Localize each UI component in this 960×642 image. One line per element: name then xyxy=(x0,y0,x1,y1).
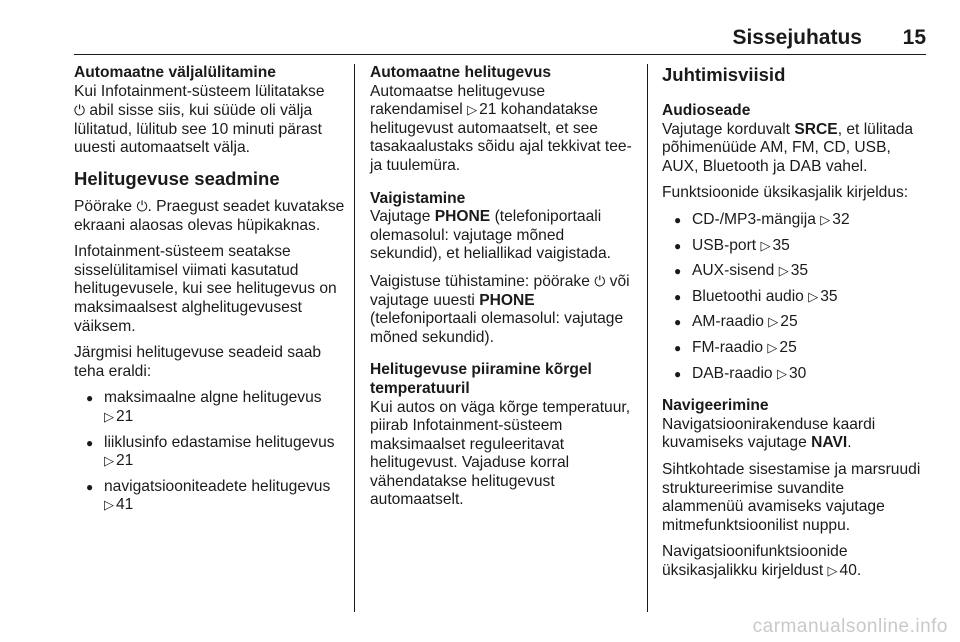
auto-volume-text-2: kohandatakse helitugevust automaatselt, et see tasakaalustaks sõidu ajal tekkivat tee- ja tuulemüra. xyxy=(370,101,632,174)
page-ref[interactable]: 35 xyxy=(820,287,838,305)
high-temp-text: Kui autos on väga kõrge temperatuur, piirab Infotainment-süsteem maksimaalset reguleeritavat helitugevust. Vajaduse korral vähendatakse helitugevust automaatselt. xyxy=(370,398,631,509)
navigation-text-2: . xyxy=(847,434,852,452)
ref-arrow-icon: ▷ xyxy=(104,453,114,469)
list-item xyxy=(662,365,928,384)
unmute-text-3: (telefoniportaali olemasolul: vajutage mõned sekundid). xyxy=(370,310,624,346)
page-ref[interactable]: 25 xyxy=(780,313,798,331)
list-item xyxy=(74,478,346,515)
audio-title: Audioseade xyxy=(662,102,751,119)
page-title: Sissejuhatus xyxy=(732,26,862,49)
list-item-text: AM-raadio xyxy=(692,313,764,331)
list-item xyxy=(74,434,346,471)
volume-p1-a: Pöörake xyxy=(74,197,133,215)
high-temp-section xyxy=(370,361,636,510)
mute-section xyxy=(370,190,636,264)
power-knob-icon: ⏻ xyxy=(594,272,606,289)
audio-section xyxy=(662,102,928,176)
list-item-text: AUX-sisend xyxy=(692,262,775,280)
header-rule xyxy=(74,54,926,55)
audio-text-1: Vajutage korduvalt xyxy=(662,120,791,138)
page-ref[interactable]: 25 xyxy=(779,338,797,356)
list-item xyxy=(74,389,346,426)
srce-key-label: SRCE xyxy=(794,120,838,138)
volume-p1-b: . Praegust seadet kuvatakse ekraani alaosas olevas hüpikaknas. xyxy=(74,197,345,234)
navigation-text-1: Navigatsioonirakenduse kaardi kuvamiseks vajutage xyxy=(662,415,876,452)
ref-arrow-icon: ▷ xyxy=(760,237,771,253)
auto-off-text-1: Kui Infotainment-süsteem lülitatakse xyxy=(74,82,325,100)
navigation-title: Navigeerimine xyxy=(662,397,769,415)
column-divider-1 xyxy=(354,64,355,612)
list-item-text: USB-port xyxy=(692,236,757,254)
unmute-section xyxy=(370,272,636,347)
page-ref[interactable]: 40. xyxy=(839,561,862,579)
page-ref[interactable]: 21 xyxy=(479,101,497,119)
high-temp-title: Helitugevuse piiramine kõrgel temperatuuril xyxy=(370,361,592,397)
ref-arrow-icon: ▷ xyxy=(104,497,114,513)
navi-key-label: NAVI xyxy=(811,434,848,452)
list-item xyxy=(662,262,928,281)
page-ref[interactable]: 21 xyxy=(116,452,134,470)
ref-arrow-icon: ▷ xyxy=(776,365,787,381)
list-item xyxy=(662,288,928,307)
list-item-text: FM-raadio xyxy=(692,338,764,356)
volume-settings-list xyxy=(74,389,346,515)
auto-off-section xyxy=(74,64,346,158)
volume-paragraph-3: Järgmisi helitugevuse seadeid saab teha eraldi: xyxy=(74,344,322,380)
list-item-text: CD-/MP3-mängija xyxy=(692,210,816,228)
power-knob-icon: ⏻ xyxy=(74,102,86,119)
page-number: 15 xyxy=(902,26,926,49)
auto-volume-title: Automaatne helitugevus xyxy=(370,64,552,81)
column-2 xyxy=(370,64,636,518)
page-ref[interactable]: 21 xyxy=(116,407,134,425)
list-item-text: DAB-raadio xyxy=(692,364,773,382)
phone-key-label: PHONE xyxy=(434,208,491,226)
ref-arrow-icon: ▷ xyxy=(467,102,478,118)
page-ref[interactable]: 35 xyxy=(790,262,809,280)
auto-off-title: Automaatne väljalülitamine xyxy=(74,64,276,81)
column-3 xyxy=(662,64,928,588)
page-header xyxy=(74,0,926,55)
ref-arrow-icon: ▷ xyxy=(808,288,819,304)
list-item-text: maksimaalne algne helitugevus xyxy=(104,389,322,407)
mute-title: Vaigistamine xyxy=(370,189,466,207)
list-item xyxy=(662,313,928,332)
operation-heading: Juhtimisviisid xyxy=(662,64,786,85)
mute-text-1: Vajutage xyxy=(370,208,431,226)
ref-arrow-icon: ▷ xyxy=(820,211,831,227)
page-ref[interactable]: 35 xyxy=(772,236,790,254)
volume-paragraph-1 xyxy=(74,197,346,235)
function-description: Funktsioonide üksikasjalik kirjeldus: xyxy=(662,184,909,202)
ref-arrow-icon: ▷ xyxy=(104,408,114,424)
navigation-section xyxy=(662,397,928,453)
ref-arrow-icon: ▷ xyxy=(827,562,838,578)
mute-text-2: (telefoniportaali olemasolul: vajutage mõned sekundid), et heliallikad vaigistada. xyxy=(370,208,611,263)
watermark: carmanualsonline.info xyxy=(752,616,948,637)
column-1 xyxy=(74,64,346,523)
page-ref[interactable]: 41 xyxy=(116,496,134,514)
auto-volume-text-1: Automaatse helitugevuse rakendamisel xyxy=(370,82,546,119)
list-item xyxy=(662,211,928,230)
audio-source-list xyxy=(662,211,928,383)
volume-paragraph-2: Infotainment-süsteem seatakse sisselülitamisel viimati kasutatud helitugevusele, kui see helitugevus on maksimaalsest alghelitugevusest väiksem. xyxy=(74,243,337,335)
audio-text-2: , et lülitada põhimenüüde AM, FM, CD, USB, AUX, Bluetooth ja DAB vahel. xyxy=(662,120,914,175)
ref-arrow-icon: ▷ xyxy=(767,339,778,355)
navigation-paragraph-2: Sihtkohtade sisestamise ja marsruudi struktureerimise suvandite alammenüü avamiseks vajutage mitmefunktsioonilist nuppu. xyxy=(662,460,921,534)
list-item-text: Bluetoothi audio xyxy=(692,287,804,305)
auto-off-text-2: abil sisse siis, kui süüde oli välja lülitatud, lülitub see 10 minuti pärast uuesti automaatselt välja. xyxy=(74,102,322,157)
unmute-text-1: Vaigistuse tühistamine: pöörake xyxy=(370,272,590,290)
unmute-text-2: või vajutage uuesti xyxy=(370,272,630,309)
list-item-text: liiklusinfo edastamise helitugevus xyxy=(104,433,335,451)
list-item xyxy=(662,339,928,358)
phone-key-label: PHONE xyxy=(479,291,535,309)
page-ref[interactable]: 30 xyxy=(788,364,807,382)
ref-arrow-icon: ▷ xyxy=(778,263,789,279)
ref-arrow-icon: ▷ xyxy=(768,314,779,330)
navigation-paragraph-3 xyxy=(662,543,928,580)
auto-volume-section xyxy=(370,64,636,176)
volume-heading: Helitugevuse seadmine xyxy=(74,167,280,189)
column-divider-2 xyxy=(647,64,648,612)
list-item xyxy=(662,237,928,256)
list-item-text: navigatsiooniteadete helitugevus xyxy=(104,477,331,495)
power-knob-icon: ⏻ xyxy=(136,197,148,214)
page-ref[interactable]: 32 xyxy=(832,210,850,228)
navigation-p3-text: Navigatsioonifunktsioonide üksikasjalikku kirjeldust xyxy=(662,543,848,579)
